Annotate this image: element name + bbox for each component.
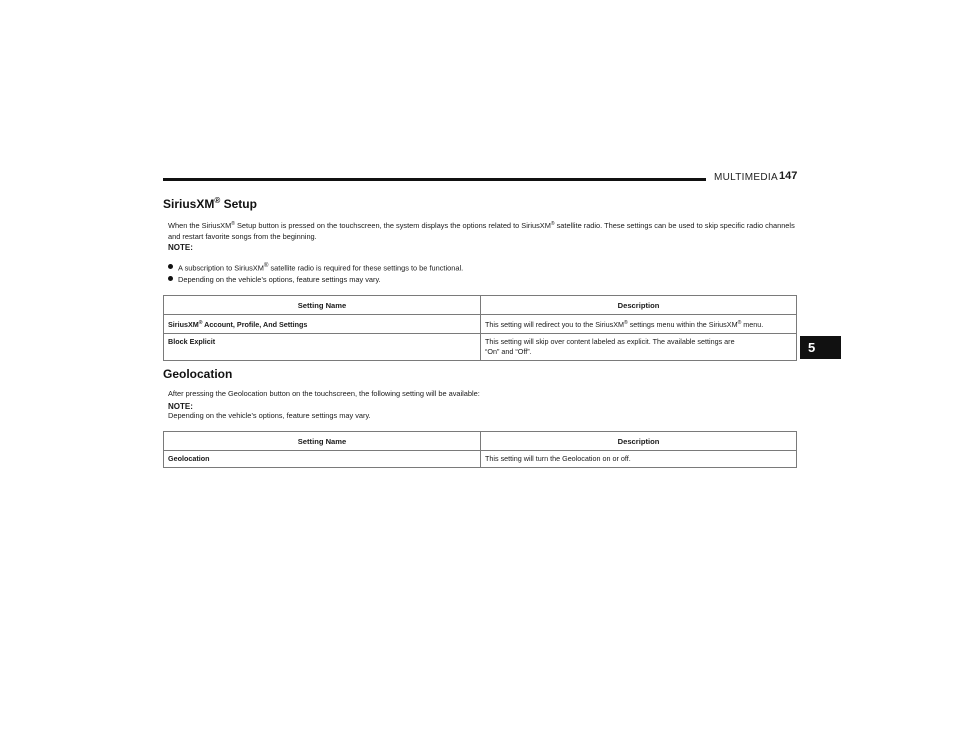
column-header-setting-name: Setting Name — [164, 432, 481, 451]
siriusxm-setup-heading: SiriusXM® Setup — [163, 196, 257, 211]
bullet-icon — [168, 276, 173, 281]
table-row — [164, 451, 797, 468]
setting-description-cell: This setting will skip over content labeled as explicit. The available settings are “On” and “Off”. — [481, 334, 797, 361]
siriusxm-note-label: NOTE: — [168, 243, 193, 252]
geolocation-settings-table — [163, 431, 797, 468]
bullet-icon — [168, 264, 173, 269]
page-number: 147 — [779, 170, 798, 182]
running-header-section: MULTIMEDIA — [714, 172, 778, 183]
table-header-row — [164, 296, 797, 315]
siriusxm-intro-paragraph: When the SiriusXM® Setup button is pressed on the touchscreen, the system displays the options related to SiriusXM® satellite radio. These settings can be used to skip specific radio channels and restart favorite songs from the beginning. — [168, 221, 795, 241]
setting-description-cell: This setting will redirect you to the SiriusXM® settings menu within the SiriusXM® menu. — [481, 315, 797, 334]
setting-name-cell: Geolocation — [164, 451, 481, 468]
column-header-setting-name: Setting Name — [164, 296, 481, 315]
geolocation-note-label: NOTE: — [168, 402, 193, 411]
table-header-row — [164, 432, 797, 451]
siriusxm-note-bullet: A subscription to SiriusXM® satellite radio is required for these settings to be functional. — [168, 260, 788, 273]
chapter-tab: 5 — [800, 336, 841, 359]
setting-description-cell: This setting will turn the Geolocation on or off. — [481, 451, 797, 468]
siriusxm-note-bullet: Depending on the vehicle’s options, feature settings may vary. — [168, 274, 788, 285]
table-row — [164, 315, 797, 334]
table-row — [164, 334, 797, 361]
geolocation-heading: Geolocation — [163, 367, 233, 381]
header-rule — [163, 178, 706, 181]
column-header-description: Description — [481, 296, 797, 315]
setting-name-cell: SiriusXM® Account, Profile, And Settings — [164, 315, 481, 334]
siriusxm-settings-table — [163, 295, 797, 361]
geolocation-note-text: Depending on the vehicle’s options, feature settings may vary. — [168, 411, 371, 420]
geolocation-intro-paragraph: After pressing the Geolocation button on the touchscreen, the following setting will be available: — [168, 389, 480, 398]
setting-name-cell: Block Explicit — [164, 334, 481, 361]
column-header-description: Description — [481, 432, 797, 451]
